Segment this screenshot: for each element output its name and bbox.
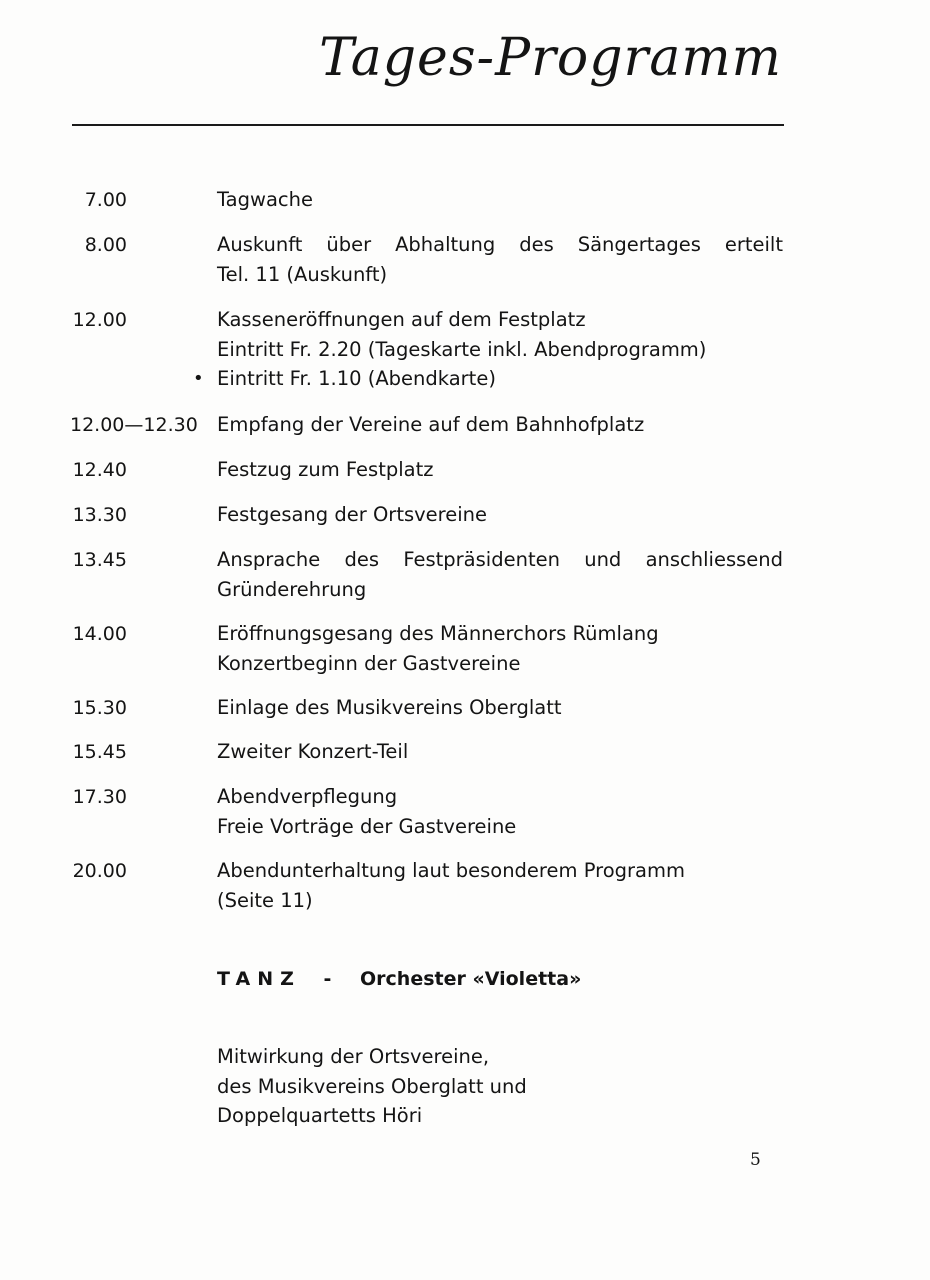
entry-description — [217, 782, 783, 841]
page-number: 5 — [750, 1150, 761, 1170]
entry-time: 13.45 — [72, 549, 127, 571]
credits-line: Doppelquartetts Höri — [217, 1104, 423, 1127]
entry-line: Freie Vorträge der Gastvereine — [217, 814, 517, 838]
entry-line: (Seite 11) — [217, 888, 313, 912]
entry-description — [217, 500, 783, 530]
entry-description — [217, 230, 783, 289]
entry-line-bulleted — [193, 364, 783, 394]
entry-time: 13.30 — [72, 504, 127, 526]
entry-description — [217, 455, 783, 485]
credits-line: Mitwirkung der Ortsvereine, — [217, 1045, 490, 1068]
entry-line: Auskunft über Abhaltung des Sängertages erteilt — [217, 233, 783, 256]
orchestra-name: Orchester «Violetta» — [360, 968, 582, 990]
entry-line: Kasseneröffnungen auf dem Festplatz — [217, 308, 586, 331]
entry-line: Eintritt Fr. 2.20 (Tageskarte inkl. Abendprogramm) — [217, 337, 707, 361]
entry-description — [193, 305, 783, 394]
entry-description — [217, 737, 783, 767]
entry-line: Abendunterhaltung laut besonderem Programm — [217, 859, 685, 882]
entry-line: Eröffnungsgesang des Männerchors Rümlang — [217, 622, 659, 645]
entry-line: Festgesang der Ortsvereine — [217, 503, 488, 526]
entry-line: Empfang der Vereine auf dem Bahnhofplatz — [217, 413, 645, 436]
entry-time: 7.00 — [84, 189, 127, 211]
entry-description — [217, 410, 783, 440]
entry-line: Ansprache des Festpräsidenten und anschliessend — [217, 548, 783, 571]
tanz-heading — [217, 968, 581, 990]
entry-description — [217, 856, 783, 915]
entry-line-text: Eintritt Fr. 1.10 (Abendkarte) — [217, 367, 496, 390]
entry-description — [217, 693, 783, 723]
entry-line: Einlage des Musikvereins Oberglatt — [217, 696, 562, 719]
entry-time: 12.40 — [72, 459, 127, 481]
entry-line: Festzug zum Festplatz — [217, 458, 434, 481]
entry-line: Abendverpflegung — [217, 785, 398, 808]
title-divider — [72, 124, 784, 126]
entry-description — [217, 185, 783, 215]
entry-time: 17.30 — [72, 786, 127, 808]
entry-line: Tel. 11 (Auskunft) — [217, 262, 388, 286]
entry-time: 14.00 — [72, 623, 127, 645]
entry-line: Zweiter Konzert-Teil — [217, 740, 409, 763]
entry-time: 20.00 — [72, 860, 127, 882]
entry-time: 12.00—12.30 — [70, 414, 198, 436]
entry-description — [217, 619, 783, 678]
entry-time: 8.00 — [84, 234, 127, 256]
entry-line: Tagwache — [217, 188, 313, 211]
entry-time: 15.30 — [72, 697, 127, 719]
page-title: Tages-Programm — [319, 28, 782, 88]
credits-block — [217, 1042, 527, 1131]
entry-line: Konzertbeginn der Gastvereine — [217, 651, 521, 675]
entry-line: Gründerehrung — [217, 577, 367, 601]
tanz-dash: - — [323, 968, 332, 990]
entry-time: 12.00 — [72, 309, 127, 331]
credits-line: des Musikvereins Oberglatt und — [217, 1074, 527, 1098]
bullet-icon: • — [193, 368, 204, 389]
entry-time: 15.45 — [72, 741, 127, 763]
entry-description — [217, 545, 783, 604]
tanz-label: TANZ — [217, 968, 301, 990]
